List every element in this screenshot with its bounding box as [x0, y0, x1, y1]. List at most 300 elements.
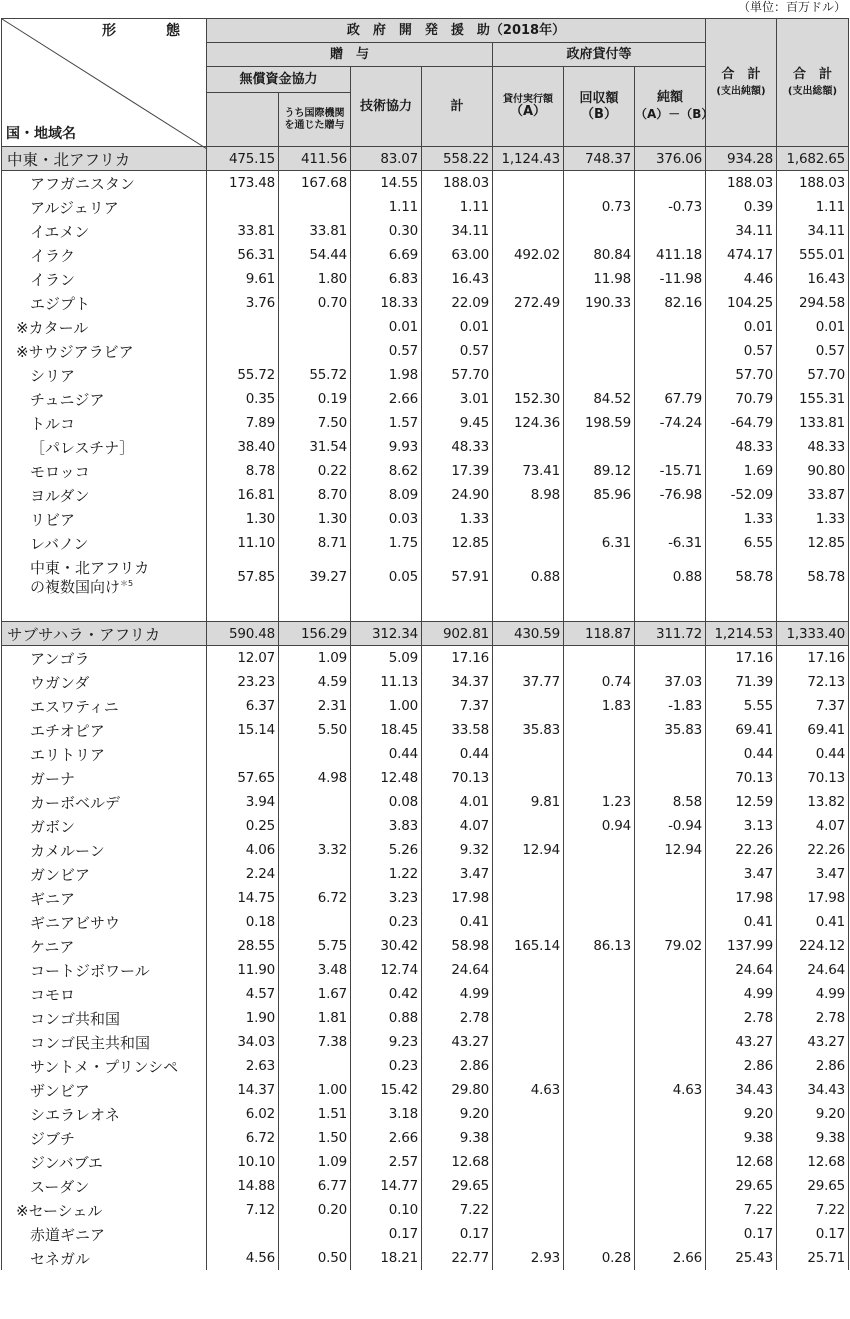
value-cell: 0.44 — [777, 742, 849, 766]
value-cell — [635, 886, 706, 910]
value-cell — [493, 982, 564, 1006]
table-row — [2, 435, 849, 459]
value-cell — [635, 315, 706, 339]
unit-label: （単位：百万ドル） — [737, 0, 846, 14]
value-cell: 83.07 — [351, 147, 422, 171]
value-cell: 43.27 — [706, 1030, 777, 1054]
table-row — [2, 267, 849, 291]
value-cell: 22.09 — [422, 291, 493, 315]
value-cell — [564, 766, 635, 790]
table-row — [2, 555, 849, 599]
value-cell — [635, 742, 706, 766]
value-cell: 29.65 — [706, 1174, 777, 1198]
value-cell: 86.13 — [564, 934, 635, 958]
table-row — [2, 171, 849, 196]
country-name: ガンビア — [2, 862, 207, 886]
value-cell: 35.83 — [493, 718, 564, 742]
value-cell: 167.68 — [279, 171, 351, 196]
country-name-line-2: の複数国向け — [30, 577, 121, 596]
value-cell — [493, 646, 564, 671]
value-cell — [493, 219, 564, 243]
value-cell: 0.05 — [351, 555, 422, 599]
value-cell: 79.02 — [635, 934, 706, 958]
country-name: ザンビア — [2, 1078, 207, 1102]
value-cell: 4.06 — [207, 838, 279, 862]
country-name — [2, 599, 207, 622]
value-cell: 6.37 — [207, 694, 279, 718]
value-cell — [493, 171, 564, 196]
value-cell: 31.54 — [279, 435, 351, 459]
value-cell — [564, 886, 635, 910]
value-cell: 1.09 — [279, 646, 351, 671]
value-cell: 0.30 — [351, 219, 422, 243]
value-cell — [493, 339, 564, 363]
country-name: シリア — [2, 363, 207, 387]
value-cell — [279, 910, 351, 934]
value-cell: 9.20 — [777, 1102, 849, 1126]
value-cell: 4.98 — [279, 766, 351, 790]
value-cell: 1.81 — [279, 1006, 351, 1030]
value-cell — [279, 195, 351, 219]
value-cell: 69.41 — [706, 718, 777, 742]
value-cell: 7.37 — [422, 694, 493, 718]
value-cell — [635, 766, 706, 790]
value-cell: 7.37 — [777, 694, 849, 718]
value-cell — [635, 339, 706, 363]
value-cell — [493, 363, 564, 387]
table-row — [2, 315, 849, 339]
value-cell: 1.90 — [207, 1006, 279, 1030]
value-cell: 33.81 — [279, 219, 351, 243]
value-cell: 17.16 — [422, 646, 493, 671]
value-cell: 39.27 — [279, 555, 351, 599]
value-cell — [635, 1198, 706, 1222]
value-cell: 124.36 — [493, 411, 564, 435]
country-name: トルコ — [2, 411, 207, 435]
table-row — [2, 742, 849, 766]
value-cell: 34.43 — [706, 1078, 777, 1102]
value-cell — [635, 982, 706, 1006]
value-cell: 155.31 — [777, 387, 849, 411]
table-row — [2, 1030, 849, 1054]
value-cell: 14.75 — [207, 886, 279, 910]
country-name: ※サウジアラビア — [2, 339, 207, 363]
value-cell: 0.41 — [422, 910, 493, 934]
country-name: サブサハラ・アフリカ — [2, 622, 207, 646]
value-cell — [279, 315, 351, 339]
value-cell: 6.69 — [351, 243, 422, 267]
value-cell: 4.99 — [706, 982, 777, 1006]
value-cell — [493, 1198, 564, 1222]
value-cell: 34.11 — [706, 219, 777, 243]
value-cell: 69.41 — [777, 718, 849, 742]
table-row — [2, 1102, 849, 1126]
country-name: サントメ・プリンシペ — [2, 1054, 207, 1078]
table-row — [2, 531, 849, 555]
value-cell — [493, 814, 564, 838]
value-cell: 38.40 — [207, 435, 279, 459]
table-row — [2, 862, 849, 886]
value-cell: 5.50 — [279, 718, 351, 742]
value-cell: 70.13 — [422, 766, 493, 790]
value-cell: 1.75 — [351, 531, 422, 555]
value-cell: 12.48 — [351, 766, 422, 790]
value-cell — [493, 958, 564, 982]
country-name: スーダン — [2, 1174, 207, 1198]
value-cell: 6.72 — [279, 886, 351, 910]
value-cell: 2.57 — [351, 1150, 422, 1174]
value-cell: 4.63 — [493, 1078, 564, 1102]
table-row — [2, 459, 849, 483]
table-row — [2, 387, 849, 411]
recovery-label-1: 回収額 — [579, 90, 619, 106]
value-cell: 0.35 — [207, 387, 279, 411]
value-cell: 0.19 — [279, 387, 351, 411]
value-cell: 17.98 — [422, 886, 493, 910]
value-cell — [635, 1222, 706, 1246]
value-cell — [635, 1174, 706, 1198]
country-name: ジンバブエ — [2, 1150, 207, 1174]
value-cell — [493, 1006, 564, 1030]
value-cell: 7.89 — [207, 411, 279, 435]
value-cell: 0.94 — [564, 814, 635, 838]
value-cell: 70.79 — [706, 387, 777, 411]
country-name: リビア — [2, 507, 207, 531]
footnote-mark: ＊5 — [120, 578, 134, 588]
value-cell: 80.84 — [564, 243, 635, 267]
value-cell — [207, 315, 279, 339]
corner-top-label: 形 態 — [102, 23, 198, 39]
value-cell: 2.86 — [777, 1054, 849, 1078]
tech-header: 技術協力 — [351, 67, 422, 147]
table-row — [2, 790, 849, 814]
value-cell: 430.59 — [493, 622, 564, 646]
value-cell: -11.98 — [635, 267, 706, 291]
value-cell: 198.59 — [564, 411, 635, 435]
value-cell: -6.31 — [635, 531, 706, 555]
value-cell: 5.75 — [279, 934, 351, 958]
value-cell: 89.12 — [564, 459, 635, 483]
value-cell: 1.30 — [279, 507, 351, 531]
value-cell — [279, 790, 351, 814]
net-label-2: （A）－（B） — [635, 107, 714, 121]
value-cell — [279, 339, 351, 363]
value-cell: 6.02 — [207, 1102, 279, 1126]
value-cell: 0.50 — [279, 1246, 351, 1270]
value-cell — [207, 195, 279, 219]
value-cell: 57.91 — [422, 555, 493, 599]
value-cell: 15.42 — [351, 1078, 422, 1102]
value-cell: 70.13 — [706, 766, 777, 790]
value-cell — [564, 718, 635, 742]
value-cell: 0.10 — [351, 1198, 422, 1222]
table-row — [2, 483, 849, 507]
value-cell: 22.26 — [777, 838, 849, 862]
value-cell: 7.22 — [422, 1198, 493, 1222]
value-cell: 35.83 — [635, 718, 706, 742]
value-cell — [493, 1054, 564, 1078]
value-cell: 8.78 — [207, 459, 279, 483]
value-cell: 1.11 — [351, 195, 422, 219]
value-cell — [635, 171, 706, 196]
country-name: ［パレスチナ］ — [2, 435, 207, 459]
value-cell — [564, 1054, 635, 1078]
country-name: ※セーシェル — [2, 1198, 207, 1222]
value-cell — [635, 1054, 706, 1078]
value-cell: 0.17 — [706, 1222, 777, 1246]
value-cell: 57.70 — [777, 363, 849, 387]
value-cell: 71.39 — [706, 670, 777, 694]
value-cell: 34.43 — [777, 1078, 849, 1102]
country-name: エジプト — [2, 291, 207, 315]
table-row — [2, 958, 849, 982]
value-cell: 1.33 — [777, 507, 849, 531]
value-cell — [493, 599, 564, 622]
subtotal-header: 計 — [422, 67, 493, 147]
country-name: ギニアビサウ — [2, 910, 207, 934]
value-cell: 4.56 — [207, 1246, 279, 1270]
value-cell: 0.57 — [706, 339, 777, 363]
value-cell: 8.70 — [279, 483, 351, 507]
value-cell: 0.01 — [351, 315, 422, 339]
table-row — [2, 1198, 849, 1222]
value-cell: 475.15 — [207, 147, 279, 171]
value-cell — [279, 1222, 351, 1246]
total-net-label-1: 合 計 — [721, 66, 761, 82]
table-row — [2, 1174, 849, 1198]
value-cell: 3.47 — [777, 862, 849, 886]
table-row — [2, 670, 849, 694]
value-cell — [564, 1174, 635, 1198]
value-cell: 0.42 — [351, 982, 422, 1006]
value-cell: 25.71 — [777, 1246, 849, 1270]
value-cell: 57.70 — [422, 363, 493, 387]
value-cell: 133.81 — [777, 411, 849, 435]
country-name: アフガニスタン — [2, 171, 207, 196]
corner-bottom-label: 国・地域名 — [6, 126, 76, 142]
country-name: ジブチ — [2, 1126, 207, 1150]
country-name: セネガル — [2, 1246, 207, 1270]
value-cell: 1.00 — [351, 694, 422, 718]
total-gross-label-2: (支出総額) — [787, 85, 838, 97]
value-cell: 16.43 — [422, 267, 493, 291]
value-cell: 12.59 — [706, 790, 777, 814]
value-cell — [493, 315, 564, 339]
value-cell — [422, 599, 493, 622]
value-cell: 165.14 — [493, 934, 564, 958]
value-cell: 0.17 — [422, 1222, 493, 1246]
value-cell: 3.94 — [207, 790, 279, 814]
value-cell: 73.41 — [493, 459, 564, 483]
value-cell: 9.38 — [422, 1126, 493, 1150]
value-cell: 1.09 — [279, 1150, 351, 1174]
value-cell: 63.00 — [422, 243, 493, 267]
value-cell — [564, 315, 635, 339]
value-cell: 17.16 — [777, 646, 849, 671]
value-cell: 7.22 — [706, 1198, 777, 1222]
table-row — [2, 814, 849, 838]
value-cell: 7.38 — [279, 1030, 351, 1054]
value-cell — [564, 507, 635, 531]
value-cell: 12.94 — [635, 838, 706, 862]
table-row — [2, 1222, 849, 1246]
value-cell: 4.01 — [422, 790, 493, 814]
header-corner — [2, 19, 207, 147]
value-cell — [635, 1006, 706, 1030]
value-cell — [564, 171, 635, 196]
country-name: シエラレオネ — [2, 1102, 207, 1126]
value-cell: 3.83 — [351, 814, 422, 838]
value-cell: 37.77 — [493, 670, 564, 694]
table-row — [2, 646, 849, 671]
value-cell: 25.43 — [706, 1246, 777, 1270]
value-cell: 11.90 — [207, 958, 279, 982]
disbursement-header — [493, 67, 564, 147]
value-cell: 22.26 — [706, 838, 777, 862]
value-cell: 2.63 — [207, 1054, 279, 1078]
value-cell — [207, 1222, 279, 1246]
value-cell: 14.88 — [207, 1174, 279, 1198]
value-cell: 411.18 — [635, 243, 706, 267]
value-cell: 1.00 — [279, 1078, 351, 1102]
region-row — [2, 147, 849, 171]
value-cell: -0.94 — [635, 814, 706, 838]
country-name: ウガンダ — [2, 670, 207, 694]
value-cell: 4.99 — [422, 982, 493, 1006]
value-cell: 33.87 — [777, 483, 849, 507]
country-name: カメルーン — [2, 838, 207, 862]
table-header — [2, 19, 849, 147]
value-cell: 3.01 — [422, 387, 493, 411]
country-name: コンゴ共和国 — [2, 1006, 207, 1030]
value-cell — [706, 599, 777, 622]
country-name-line-1: 中東・北アフリカ — [30, 558, 150, 577]
value-cell: 9.32 — [422, 838, 493, 862]
value-cell: 11.98 — [564, 267, 635, 291]
value-cell — [493, 1126, 564, 1150]
value-cell: 934.28 — [706, 147, 777, 171]
value-cell — [564, 555, 635, 599]
value-cell: 1.51 — [279, 1102, 351, 1126]
value-cell: 294.58 — [777, 291, 849, 315]
value-cell: 8.58 — [635, 790, 706, 814]
value-cell: 9.61 — [207, 267, 279, 291]
recovery-header — [564, 67, 635, 147]
value-cell: 0.22 — [279, 459, 351, 483]
value-cell: 11.10 — [207, 531, 279, 555]
value-cell: 2.78 — [777, 1006, 849, 1030]
loans-header: 政府貸付等 — [493, 43, 706, 67]
value-cell: 6.55 — [706, 531, 777, 555]
value-cell: 9.20 — [422, 1102, 493, 1126]
value-cell: 0.20 — [279, 1198, 351, 1222]
via-intl-header — [279, 93, 351, 147]
value-cell: 1,333.40 — [777, 622, 849, 646]
value-cell: 16.43 — [777, 267, 849, 291]
value-cell: 156.29 — [279, 622, 351, 646]
value-cell: 137.99 — [706, 934, 777, 958]
value-cell — [564, 982, 635, 1006]
value-cell — [493, 267, 564, 291]
table-row — [2, 886, 849, 910]
value-cell: 4.59 — [279, 670, 351, 694]
value-cell: 0.44 — [422, 742, 493, 766]
value-cell: 1,124.43 — [493, 147, 564, 171]
value-cell: 3.47 — [422, 862, 493, 886]
table-row — [2, 766, 849, 790]
value-cell: 5.09 — [351, 646, 422, 671]
value-cell: 4.07 — [777, 814, 849, 838]
value-cell — [564, 1126, 635, 1150]
value-cell: 4.57 — [207, 982, 279, 1006]
value-cell: 118.87 — [564, 622, 635, 646]
value-cell: 1.50 — [279, 1126, 351, 1150]
country-name: 赤道ギニア — [2, 1222, 207, 1246]
value-cell: 1.23 — [564, 790, 635, 814]
value-cell — [279, 814, 351, 838]
value-cell: 902.81 — [422, 622, 493, 646]
value-cell: 2.66 — [635, 1246, 706, 1270]
country-name: モロッコ — [2, 459, 207, 483]
value-cell: 1,682.65 — [777, 147, 849, 171]
table-row — [2, 1246, 849, 1270]
value-cell: -1.83 — [635, 694, 706, 718]
table-row — [2, 982, 849, 1006]
value-cell: 43.27 — [777, 1030, 849, 1054]
table-row — [2, 718, 849, 742]
value-cell: 0.88 — [635, 555, 706, 599]
country-name: エチオピア — [2, 718, 207, 742]
value-cell: 29.80 — [422, 1078, 493, 1102]
value-cell: 85.96 — [564, 483, 635, 507]
value-cell — [564, 1198, 635, 1222]
value-cell: 0.73 — [564, 195, 635, 219]
value-cell: 16.81 — [207, 483, 279, 507]
value-cell: 29.65 — [422, 1174, 493, 1198]
value-cell: 9.38 — [706, 1126, 777, 1150]
value-cell: 8.62 — [351, 459, 422, 483]
table-row — [2, 1150, 849, 1174]
table-row — [2, 363, 849, 387]
value-cell — [564, 646, 635, 671]
value-cell: 24.64 — [777, 958, 849, 982]
value-cell: 474.17 — [706, 243, 777, 267]
country-name: エスワティニ — [2, 694, 207, 718]
table-row — [2, 838, 849, 862]
value-cell: 272.49 — [493, 291, 564, 315]
country-name: イラン — [2, 267, 207, 291]
value-cell — [564, 958, 635, 982]
country-name — [2, 555, 207, 599]
value-cell: 748.37 — [564, 147, 635, 171]
value-cell: 492.02 — [493, 243, 564, 267]
value-cell: 17.16 — [706, 646, 777, 671]
value-cell: 34.11 — [777, 219, 849, 243]
oda-title: 政 府 開 発 援 助（2018年） — [207, 19, 706, 43]
value-cell: 188.03 — [777, 171, 849, 196]
value-cell — [564, 219, 635, 243]
value-cell: -0.73 — [635, 195, 706, 219]
value-cell: 0.01 — [706, 315, 777, 339]
value-cell — [279, 862, 351, 886]
value-cell — [564, 1006, 635, 1030]
value-cell: 188.03 — [422, 171, 493, 196]
country-name: ガボン — [2, 814, 207, 838]
value-cell: 1.98 — [351, 363, 422, 387]
value-cell — [635, 1126, 706, 1150]
value-cell: 18.21 — [351, 1246, 422, 1270]
disbursement-label-1: 貸付実行額 — [503, 94, 553, 105]
